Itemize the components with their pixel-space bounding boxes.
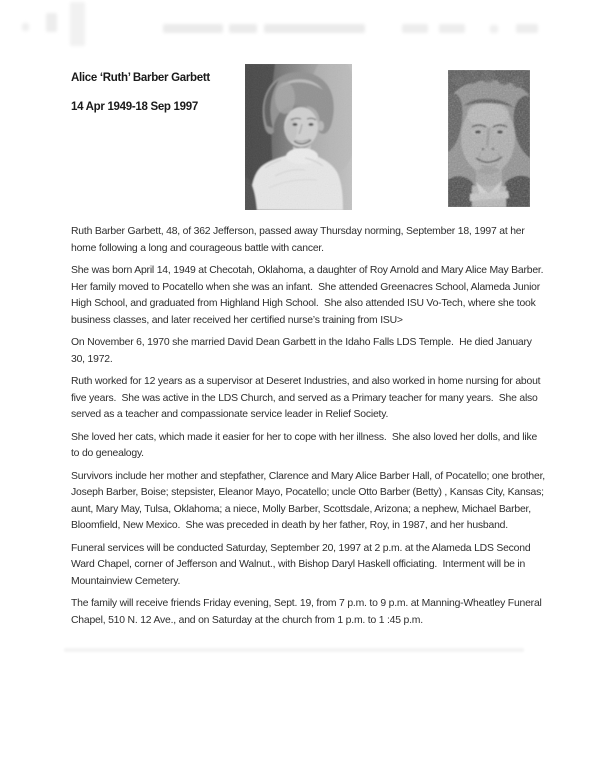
portrait-photo-older: [448, 70, 530, 207]
scan-artifact: [46, 13, 57, 32]
scan-artifact: [264, 24, 365, 33]
obituary-paragraph: Ruth worked for 12 years as a supervisor at Deseret Industries, and also worked in home nursing for about five years. She was active in the LDS Church, and served as a Primary teacher for many years. She also served as a teacher and compassionate service leader in Relief Society.: [71, 376, 544, 420]
scan-artifact: [70, 2, 85, 46]
scan-artifact: [163, 24, 223, 33]
heading-block: [71, 71, 210, 114]
obituary-paragraph: The family will receive friends Friday evening, Sept. 19, from 7 p.m. to 9 p.m. at Manning-Wheatley Funeral Chapel, 510 N. 12 Ave., and on Saturday at the church from 1 p.m. to 1 :45 p.m.: [71, 598, 545, 626]
person-name-heading: Alice ‘Ruth’ Barber Garbett: [71, 72, 210, 84]
scan-artifact: [439, 24, 465, 33]
scan-artifact: [402, 24, 428, 33]
obituary-paragraph: Funeral services will be conducted Saturday, September 20, 1997 at 2 p.m. at the Alameda LDS Second Ward Chapel, corner of Jefferson and Walnut., with Bishop Daryl Haskell officiating. Interment will be in Mountainview Cemetery.: [71, 542, 534, 587]
obituary-paragraph: She loved her cats, which made it easier for her to cope with her illness. She also loved her dolls, and like to do genealogy.: [71, 431, 540, 459]
life-dates-heading: 14 Apr 1949-18 Sep 1997: [71, 101, 198, 113]
obituary-text: [71, 224, 547, 635]
scan-artifact: [516, 24, 538, 33]
obituary-paragraph: On November 6, 1970 she married David Dean Garbett in the Idaho Falls LDS Temple. He died January 30, 1972.: [71, 337, 535, 365]
scan-artifact: [64, 648, 524, 652]
scan-artifact: [490, 25, 498, 33]
obituary-paragraph: Survivors include her mother and stepfather, Clarence and Mary Alice Barber Hall, of Pocatello; one brother, Joseph Barber, Boise; stepsister, Eleanor Mayo, Pocatello; uncle Otto Barber (Betty) , Kansas City, Kansas; aunt, Mary May, Tulsa, Oklahoma; a niece, Molly Barber, Scottsdale, Arizona; a nephew, Michael Barber, Bloomfield, New Mexico. She was preceded in death by her father, Roy, in 1987, and her husband.: [71, 470, 548, 531]
portrait-photo-young: [245, 64, 352, 210]
obituary-paragraph: She was born April 14, 1949 at Checotah, Oklahoma, a daughter of Roy Arnold and Mary Alice May Barber. Her family moved to Pocatello when she was an infant. She attended Greenacres School, Alameda Junior High School, and graduated from Highland High School. She also attended ISU Vo-Tech, where she took business classes, and later received her certified nurse’s training from ISU>: [71, 265, 549, 326]
scan-artifact: [229, 24, 257, 33]
obituary-paragraph: Ruth Barber Garbett, 48, of 362 Jefferson, passed away Thursday norming, September 18, 1997 at her home following a long and courageous battle with cancer.: [71, 226, 528, 254]
scan-artifact: [22, 23, 29, 31]
